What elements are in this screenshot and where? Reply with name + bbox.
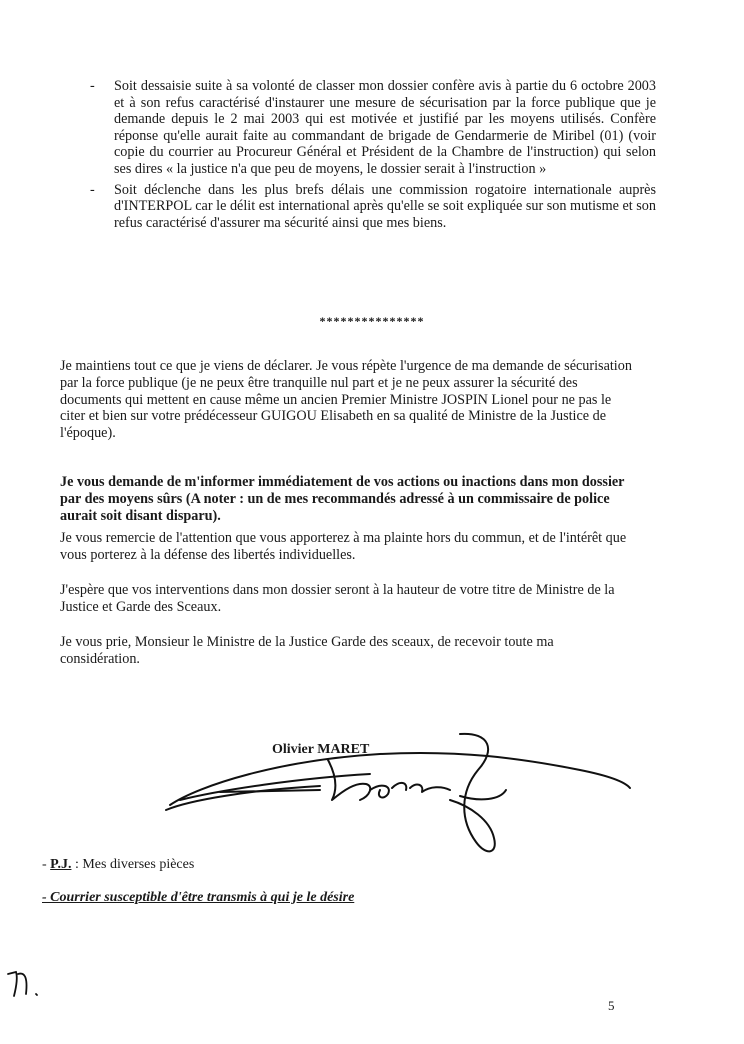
attachments-note bbox=[42, 857, 194, 873]
bullet-text: Soit déclenche dans les plus brefs délais une commission rogatoire internationale auprès d'INTERPOL car le délit est international après qu'elle se soit expliquée sur son mutisme et son refus caractérisé d'assurer ma sécurité ainsi que mes biens. bbox=[114, 181, 656, 231]
attachments-text: : Mes diverses pièces bbox=[71, 857, 195, 872]
attachments-label: P.J. bbox=[50, 857, 72, 872]
paragraph-request-information: Je vous demande de m'informer immédiatement de vos actions ou inactions dans mon dossier par des moyens sûrs (A noter : un de mes recommandés adressé à un commissaire de police aurait soit disant disparu). bbox=[60, 474, 625, 524]
paragraph-thanks: Je vous remercie de l'attention que vous apporterez à ma plainte hors du commun, et de l'intérêt que vous porterez à la défense des libertés individuelles. bbox=[60, 530, 627, 563]
transmission-note: - Courrier susceptible d'être transmis à qui je le désire bbox=[42, 890, 355, 905]
handwritten-signature bbox=[160, 730, 640, 870]
list-item bbox=[86, 78, 656, 178]
paragraph-closing: Je vous prie, Monsieur le Ministre de la Justice Garde des sceaux, de recevoir toute ma considération. bbox=[60, 634, 554, 667]
paragraph-hope: J'espère que vos interventions dans mon dossier seront à la hauteur de votre titre de Ministre de la Justice et Garde des Sceaux. bbox=[60, 582, 615, 615]
handwritten-initials bbox=[6, 968, 40, 1000]
bullet-list bbox=[86, 78, 656, 235]
list-item bbox=[86, 182, 656, 232]
section-separator: *************** bbox=[319, 314, 425, 328]
attachments-dash: - bbox=[42, 857, 47, 872]
bullet-marker: - bbox=[90, 78, 95, 94]
bullet-marker: - bbox=[90, 181, 95, 198]
signer-name: Olivier MARET bbox=[272, 742, 370, 757]
paragraph-maintain-statement: Je maintiens tout ce que je viens de déclarer. Je vous répète l'urgence de ma demande de sécurisation par la force publique (je ne peux être tranquille nul part et je ne peux assurer la sécurité des documents qui mettent en cause même un ancien Premier Ministre JOSPIN Lionel pour ne pas le citer et bien sur votre prédécesseur GUIGOU Elisabeth en sa qualité de Ministre de la Justice de l'époque). bbox=[60, 358, 632, 442]
page-number: 5 bbox=[608, 998, 615, 1013]
bullet-text: Soit dessaisie suite à sa volonté de classer mon dossier confère avis à partie du 6 octobre 2003 et à son refus caractérisé d'instaurer une mesure de sécurisation par la force publique que je demande depuis le 2 mai 2003 qui est motivée et justifié par les moyens utilisés. Confère réponse qu'elle aurait faite au commandant de brigade de Gendarmerie de Miribel (01) (voir copie du courrier au Procureur Général et Président de la Chambre de l'instruction) qui selon ses dires « la justice n'a que peu de moyens, le dossier serait à l'instruction » bbox=[114, 78, 656, 177]
